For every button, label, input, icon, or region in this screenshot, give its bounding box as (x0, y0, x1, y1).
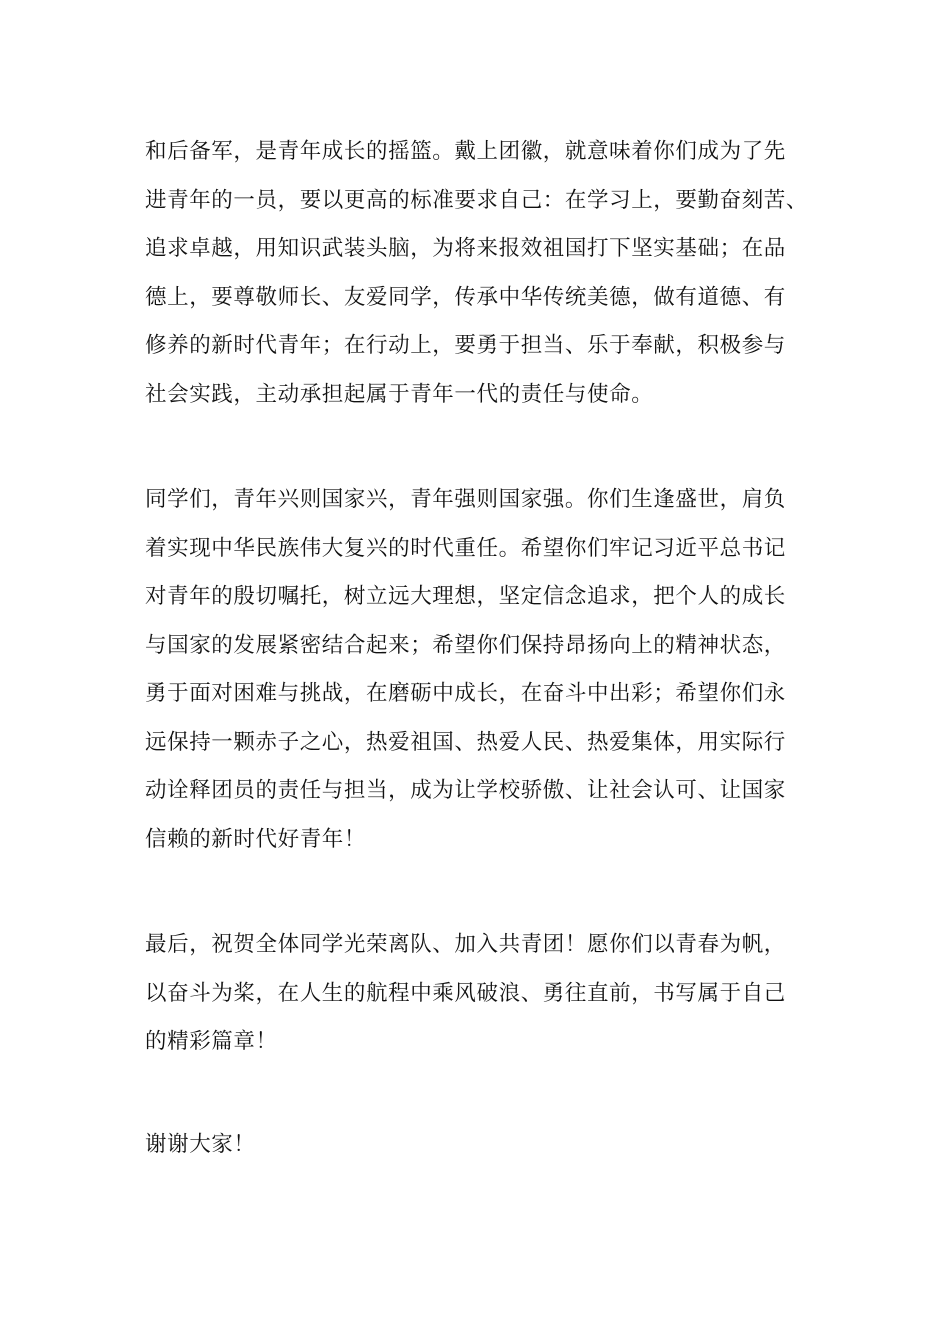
paragraph-line: 和后备军，是青年成长的摇篮。戴上团徽，就意味着你们成为了先 (145, 139, 786, 164)
paragraph-line: 进青年的一员，要以更高的标准要求自己：在学习上，要勤奋刻苦、 (145, 187, 809, 213)
paragraph-line: 的精彩篇章！ (145, 1029, 278, 1054)
paragraph-line: 对青年的殷切嘱托，树立远大理想，坚定信念追求，把个人的成长 (145, 584, 786, 609)
paragraph-duties (145, 128, 808, 419)
paragraph-line: 勇于面对困难与挑战，在磨砺中成长，在奋斗中出彩；希望你们永 (145, 681, 786, 706)
paragraph-line: 最后，祝贺全体同学光荣离队、加入共青团！愿你们以青春为帆， (145, 932, 786, 957)
paragraph-congratulations (145, 921, 786, 1067)
paragraph-line: 谢谢大家！ (145, 1132, 256, 1157)
paragraph-line: 着实现中华民族伟大复兴的时代重任。希望你们牢记习近平总书记 (145, 535, 786, 561)
paragraph-line: 信赖的新时代好青年！ (145, 826, 367, 852)
paragraph-line: 追求卓越，用知识武装头脑，为将来报效祖国打下坚实基础；在品 (145, 236, 786, 261)
paragraph-line: 远保持一颗赤子之心，热爱祖国、热爱人民、热爱集体，用实际行 (145, 729, 786, 755)
paragraph-line: 同学们，青年兴则国家兴，青年强则国家强。你们生逢盛世，肩负 (145, 487, 786, 512)
paragraph-line: 社会实践，主动承担起属于青年一代的责任与使命。 (145, 381, 654, 407)
paragraph-thanks (145, 1121, 256, 1170)
paragraph-line: 与国家的发展紧密结合起来；希望你们保持昂扬向上的精神状态， (145, 632, 786, 658)
paragraph-line: 以奋斗为桨，在人生的航程中乘风破浪、勇往直前，书写属于自己 (145, 980, 786, 1006)
paragraph-line: 德上，要尊敬师长、友爱同学，传承中华传统美德，做有道德、有 (145, 284, 786, 310)
paragraph-line: 修养的新时代青年；在行动上，要勇于担当、乐于奉献，积极参与 (145, 333, 786, 358)
paragraph-hopes (145, 476, 786, 864)
paragraph-line: 动诠释团员的责任与担当，成为让学校骄傲、让社会认可、让国家 (145, 778, 786, 803)
